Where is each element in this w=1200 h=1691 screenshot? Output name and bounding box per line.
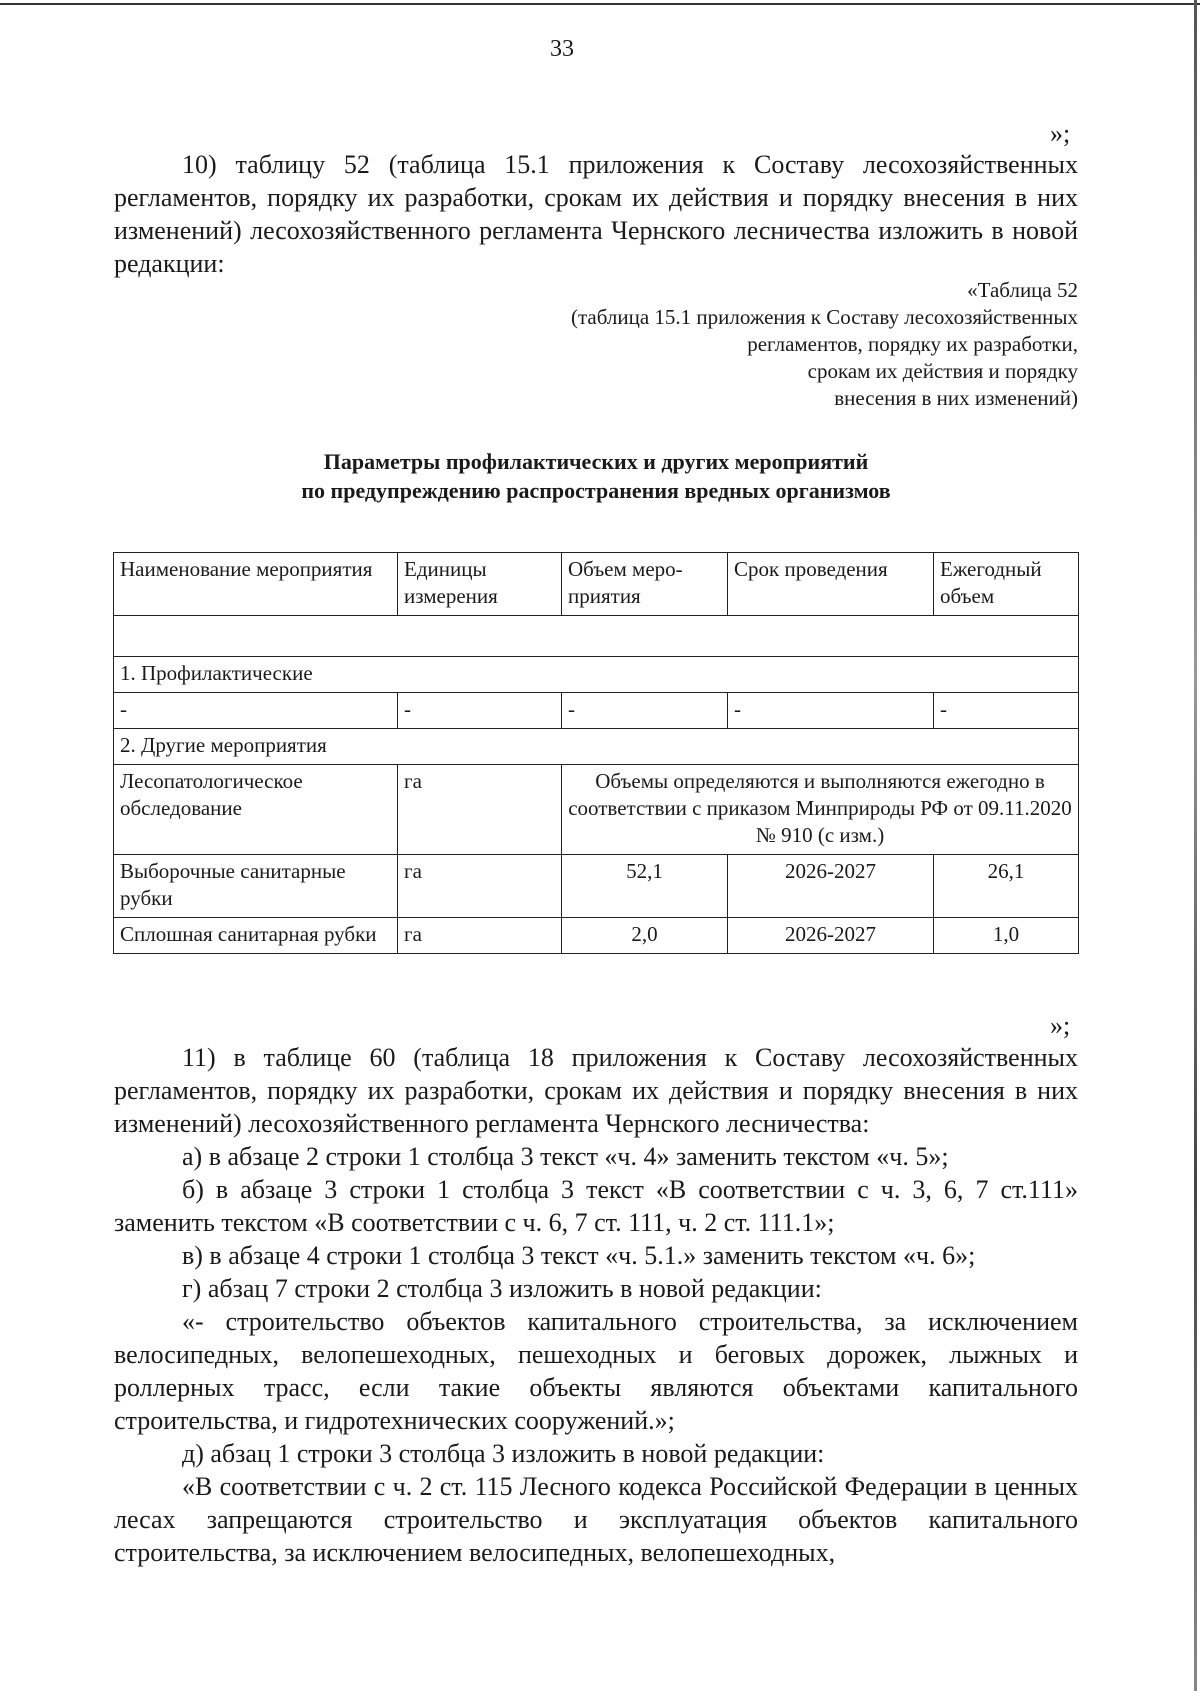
header-cell: Единицы измерения — [398, 553, 562, 616]
table-caption-line: внесения в них изменений) — [834, 386, 1078, 410]
item-11-a: а) в абзаце 2 строки 1 столбца 3 текст «ч. 4» заменить текстом «ч. 5»; — [182, 1142, 949, 1171]
table-row — [114, 765, 1079, 855]
scan-edge-right — [1194, 0, 1197, 1691]
table-cell: га — [398, 855, 562, 918]
table-empty-row — [114, 616, 1079, 657]
empty-cell — [114, 616, 1079, 657]
item-11-g-quote: «- строительство объектов капитального строительства, за исключением велосипедных, велопешеходных, пешеходных и беговых дорожек, лыжных и роллерных трасс, если такие объекты являются объектами капитального строительства, и гидротехнических сооружений.»; — [114, 1307, 1078, 1435]
table-cell: 52,1 — [562, 855, 728, 918]
table-cell: Выборочные санитарные рубки — [114, 855, 398, 918]
table-cell: га — [398, 918, 562, 954]
table-cell: 2026-2027 — [728, 855, 934, 918]
item-11-d: д) абзац 1 строки 3 столбца 3 изложить в новой редакции: — [182, 1439, 825, 1468]
merged-cell: Объемы определяются и выполняются ежегодно в соответствии с приказом Минприроды РФ от 09.11.2020 № 910 (с изм.) — [562, 765, 1079, 855]
table-cell: 2,0 — [562, 918, 728, 954]
item-10-paragraph — [114, 148, 1078, 280]
table-cell: Сплошная санитарная рубки — [114, 918, 398, 954]
table-row — [114, 918, 1079, 954]
table-caption-line: регламентов, порядку их разработки, — [747, 332, 1078, 356]
item-11-d-quote: «В соответствии с ч. 2 ст. 115 Лесного кодекса Российской Федерации в ценных лесах запрещаются строительство и эксплуатация объектов капитального строительства, за исключением велосипедных, велопешеходных, — [114, 1472, 1078, 1567]
table-heading-line: по предупреждению распространения вредных организмов — [301, 478, 891, 503]
closing-quote: »; — [1050, 119, 1071, 148]
page-number: 33 — [550, 36, 574, 62]
table-cell: - — [562, 693, 728, 729]
header-cell: Объем меро-приятия — [562, 553, 728, 616]
table-cell: - — [728, 693, 934, 729]
table-section-row — [114, 729, 1079, 765]
header-cell: Наименование мероприятия — [114, 553, 398, 616]
item-11-block — [114, 1041, 1078, 1569]
table-caption-line: срокам их действия и порядку — [807, 359, 1078, 383]
table-cell: - — [934, 693, 1079, 729]
item-11-v: в) в абзаце 4 строки 1 столбца 3 текст «ч. 5.1.» заменить текстом «ч. 6»; — [182, 1241, 976, 1270]
table-cell: Лесопатологическое обследование — [114, 765, 398, 855]
table-cell: 2026-2027 — [728, 918, 934, 954]
item-10-text: 10) таблицу 52 (таблица 15.1 приложения к Составу лесохозяйственных регламентов, порядку их разработки, срокам их действия и порядку внесения в них изменений) лесохозяйственного регламента Чернского лесничества изложить в новой редакции: — [114, 150, 1078, 278]
closing-quote: »; — [1050, 1011, 1071, 1040]
item-11-intro: 11) в таблице 60 (таблица 18 приложения к Составу лесохозяйственных регламентов, порядку их разработки, срокам их действия и порядку внесения в них изменений) лесохозяйственного регламента Чернского лесничества: — [114, 1043, 1078, 1138]
table-caption-line: «Таблица 52 — [967, 278, 1078, 302]
scan-edge-top — [0, 3, 1200, 5]
table-cell: 1,0 — [934, 918, 1079, 954]
table-section-row — [114, 657, 1079, 693]
table-heading-line: Параметры профилактических и других мероприятий — [323, 449, 869, 474]
item-11-b: б) в абзаце 3 строки 1 столбца 3 текст «В соответствии с ч. 3, 6, 7 ст.111» заменить текстом «В соответствии с ч. 6, 7 ст. 111, ч. 2 ст. 111.1»; — [114, 1175, 1078, 1237]
table-heading — [114, 447, 1078, 505]
item-11-g: г) абзац 7 строки 2 столбца 3 изложить в новой редакции: — [182, 1274, 822, 1303]
header-cell: Ежегодный объем — [934, 553, 1079, 616]
table-cell: - — [398, 693, 562, 729]
table-cell: 26,1 — [934, 855, 1079, 918]
table-caption — [400, 277, 1078, 412]
table-caption-line: (таблица 15.1 приложения к Составу лесохозяйственных — [570, 305, 1078, 329]
table-row — [114, 855, 1079, 918]
table-cell: га — [398, 765, 562, 855]
header-cell: Срок проведения — [728, 553, 934, 616]
table-header-row — [114, 553, 1079, 616]
parameters-table — [113, 552, 1079, 954]
section-cell: 2. Другие мероприятия — [114, 729, 1079, 765]
table-row — [114, 693, 1079, 729]
section-cell: 1. Профилактические — [114, 657, 1079, 693]
table-cell: - — [114, 693, 398, 729]
